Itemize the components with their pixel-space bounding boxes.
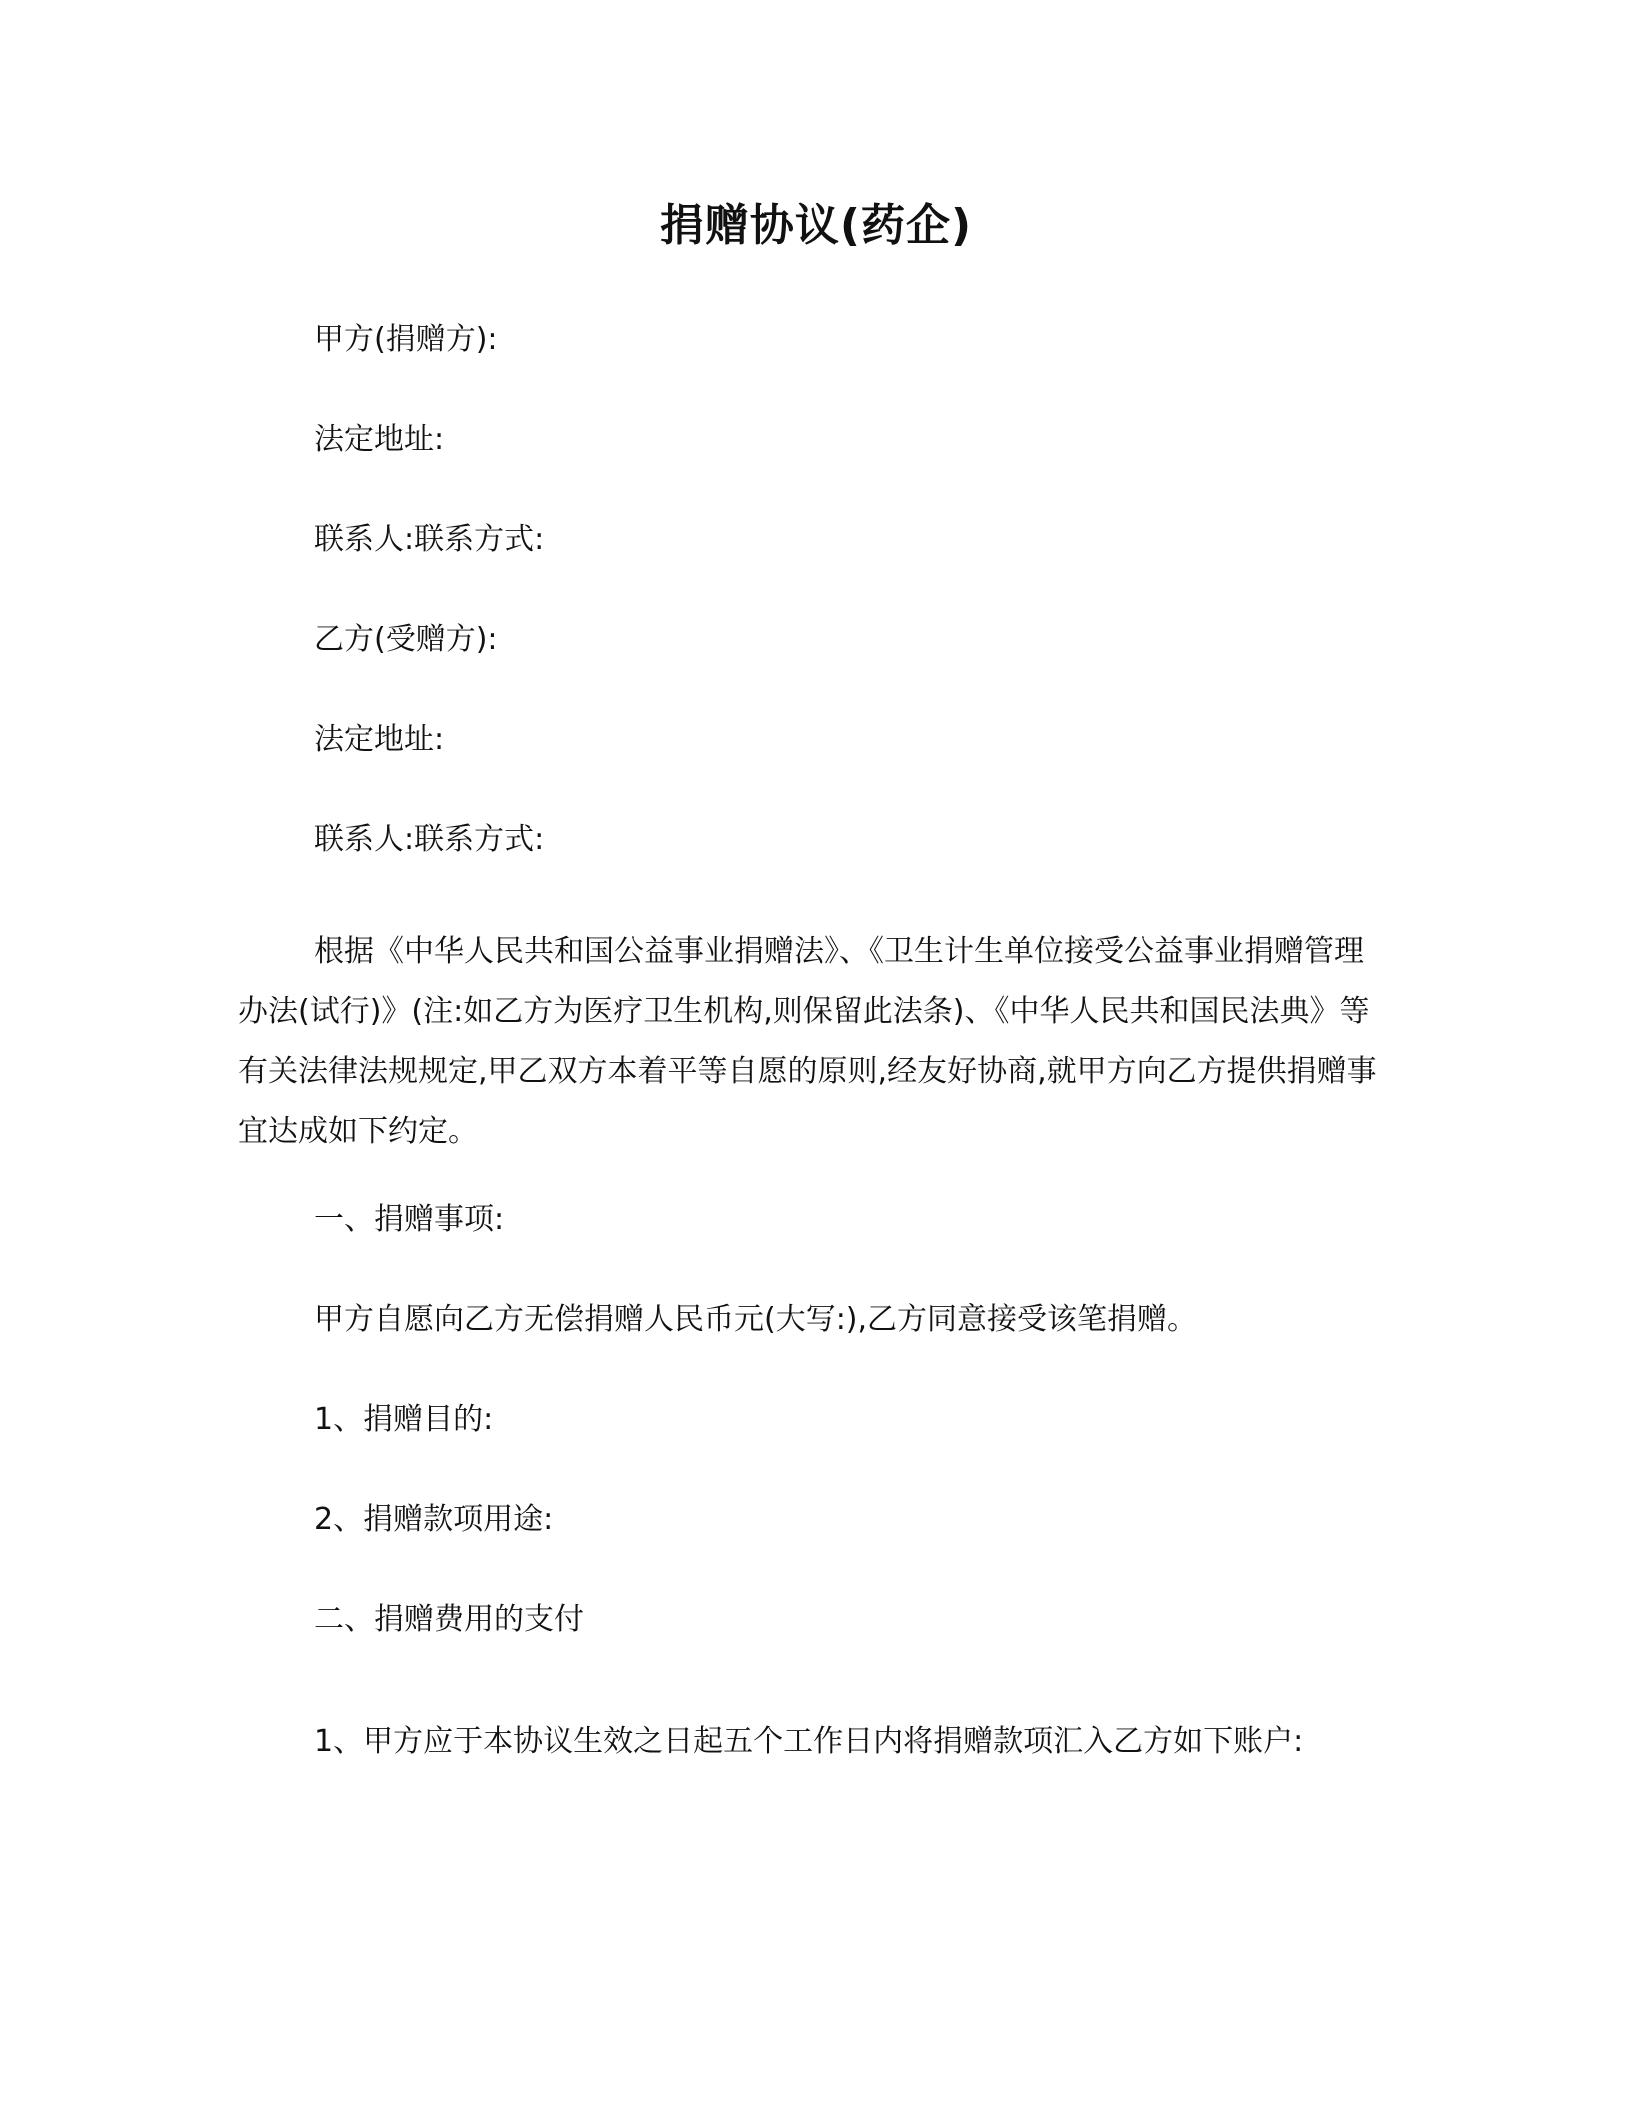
party-b-address: 法定地址: bbox=[314, 722, 445, 757]
section-1-body: 甲方自愿向乙方无偿捐赠人民币元(大写:),乙方同意接受该笔捐赠。 bbox=[314, 1302, 1198, 1337]
section-1-heading: 一、捐赠事项: bbox=[314, 1202, 505, 1237]
section-1-item-1: 1、捐赠目的: bbox=[314, 1402, 494, 1437]
section-2-heading: 二、捐赠费用的支付 bbox=[314, 1602, 584, 1637]
party-a-contact: 联系人:联系方式: bbox=[314, 522, 545, 557]
party-b-contact: 联系人:联系方式: bbox=[314, 822, 545, 857]
section-2-item-1: 1、甲方应于本协议生效之日起五个工作日内将捐赠款项汇入乙方如下账户: bbox=[314, 1724, 1304, 1759]
document-title: 捐赠协议(药企) bbox=[659, 200, 973, 251]
party-b-label: 乙方(受赠方): bbox=[314, 622, 498, 657]
party-a-label: 甲方(捐赠方): bbox=[314, 322, 498, 357]
party-a-address: 法定地址: bbox=[314, 422, 445, 457]
section-1-item-2: 2、捐赠款项用途: bbox=[314, 1502, 554, 1537]
preamble-paragraph: 根据《中华人民共和国公益事业捐赠法》、《卫生计生单位接受公益事业捐赠管理办法(试行)》(注:如乙方为医疗卫生机构,则保留此法条)、《中华人民共和国民法典》等有关法律法规规定,甲乙双方本着平等自愿的原则,经友好协商,就甲方向乙方提供捐赠事宜达成如下约定。 bbox=[238, 934, 1377, 1149]
